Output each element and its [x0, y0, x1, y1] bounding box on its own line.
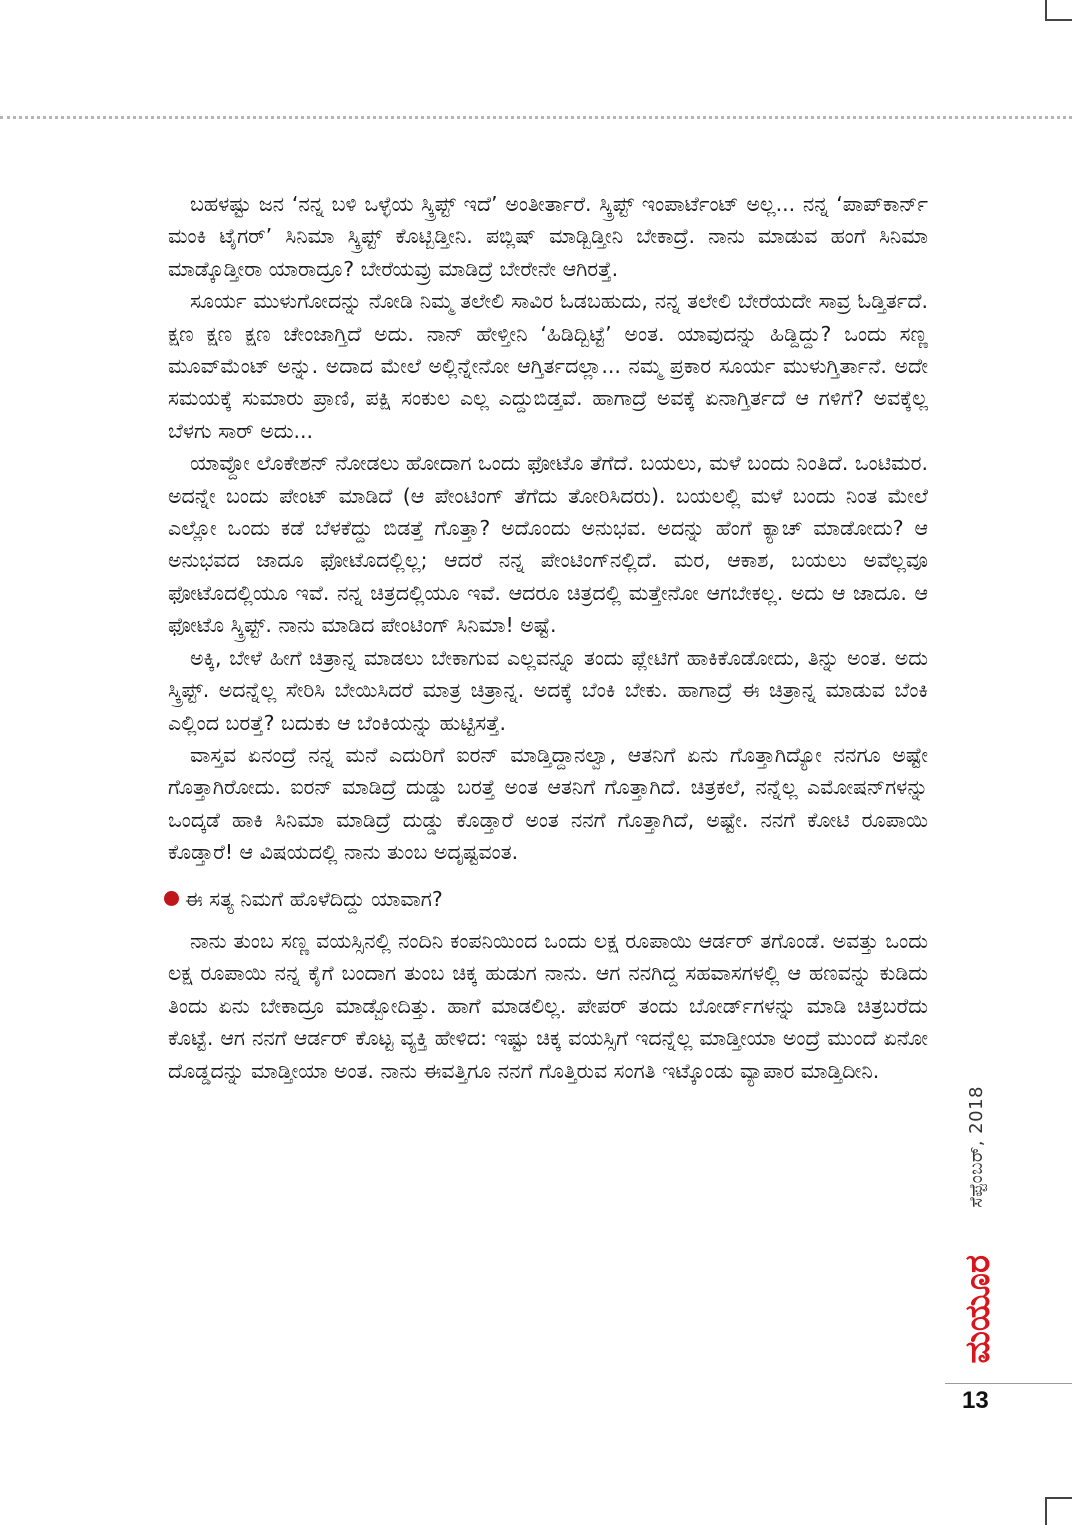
page-number-rule	[945, 1383, 1072, 1384]
question-text: ಈ ಸತ್ಯ ನಿಮಗೆ ಹೊಳೆದಿದ್ದು ಯಾವಾಗ?	[185, 886, 443, 911]
dotted-header-rule	[0, 116, 1072, 119]
page-number: 13	[962, 1387, 989, 1414]
red-bullet-icon	[164, 891, 179, 906]
article-body	[168, 188, 928, 1087]
paragraph: ಸೂರ್ಯ ಮುಳುಗೋದನ್ನು ನೋಡಿ ನಿಮ್ಮ ತಲೇಲಿ ಸಾವಿರ ಓಡಬಹುದು, ನನ್ನ ತಲೇಲಿ ಬೇರೆಯದೇ ಸಾವ್ರ ಓಡ್ತಿರ್ತದೆ. ಕ್ಷಣ ಕ್ಷಣ ಕ್ಷಣ ಚೇಂಜಾಗ್ತಿದೆ ಅದು. ನಾನ್ ಹೇಳ್ತೀನಿ ‘ಹಿಡಿದ್ಬಿಟ್ಟೆ’ ಅಂತ. ಯಾವುದನ್ನು ಹಿಡ್ದಿದ್ದು? ಒಂದು ಸಣ್ಣ ಮೂವ್‌ಮೆಂಟ್ ಅನ್ನು. ಅದಾದ ಮೇಲೆ ಅಲ್ಲಿನ್ನೇನೋ ಆಗ್ತಿರ್ತದಲ್ಲಾ... ನಮ್ಮ ಪ್ರಕಾರ ಸೂರ್ಯ ಮುಳುಗ್ತಿರ್ತಾನೆ. ಅದೇ ಸಮಯಕ್ಕೆ ಸುಮಾರು ಪ್ರಾಣಿ, ಪಕ್ಷಿ ಸಂಕುಲ ಎಲ್ಲ ಎದ್ದುಬಿಡ್ತವೆ. ಹಾಗಾದ್ರೆ ಅವಕ್ಕೆ ಏನಾಗ್ತಿರ್ತದೆ ಆ ಗಳಿಗೆ? ಅವಕ್ಕೆಲ್ಲ ಬೆಳಗು ಸಾರ್ ಅದು...	[168, 289, 928, 443]
answer-paragraph: ನಾನು ತುಂಬ ಸಣ್ಣ ವಯಸ್ಸಿನಲ್ಲಿ ನಂದಿನಿ ಕಂಪನಿಯಿಂದ ಒಂದು ಲಕ್ಷ ರೂಪಾಯಿ ಆರ್ಡರ್ ತಗೊಂಡೆ. ಅವತ್ತು ಒಂದು ಲಕ್ಷ ರೂಪಾಯಿ ನನ್ನ ಕೈಗೆ ಬಂದಾಗ ತುಂಬ ಚಿಕ್ಕ ಹುಡುಗ ನಾನು. ಆಗ ನನಗಿದ್ದ ಸಹವಾಸಗಳಲ್ಲಿ ಆ ಹಣವನ್ನು ಕುಡಿದು ತಿಂದು ಏನು ಬೇಕಾದ್ರೂ ಮಾಡ್ಬೋದಿತ್ತು. ಹಾಗೆ ಮಾಡಲಿಲ್ಲ. ಪೇಪರ್ ತಂದು ಬೋರ್ಡ್‌ಗಳನ್ನು ಮಾಡಿ ಚಿತ್ರಬರೆದು ಕೊಟ್ಟೆ. ಆಗ ನನಗೆ ಆರ್ಡರ್ ಕೊಟ್ಟ ವ್ಯಕ್ತಿ ಹೇಳಿದ: ಇಷ್ಟು ಚಿಕ್ಕ ವಯಸ್ಸಿಗೆ ಇದನ್ನೆಲ್ಲ ಮಾಡ್ತೀಯಾ ಅಂದ್ರೆ ಮುಂದೆ ಏನೋ ದೊಡ್ಡದನ್ನು ಮಾಡ್ತೀಯಾ ಅಂತ. ನಾನು ಈವತ್ತಿಗೂ ನನಗೆ ಗೊತ್ತಿರುವ ಸಂಗತಿ ಇಟ್ಕೊಂಡು ವ್ಯಾಪಾರ ಮಾಡ್ತಿದೀನಿ.	[168, 928, 928, 1083]
paragraph: ಯಾವ್ದೋ ಲೊಕೇಶನ್ ನೋಡಲು ಹೋದಾಗ ಒಂದು ಫೋಟೊ ತೆಗೆದೆ. ಬಯಲು, ಮಳೆ ಬಂದು ನಿಂತಿದೆ. ಒಂಟಿಮರ. ಅದನ್ನೇ ಬಂದು ಪೇಂಟ್ ಮಾಡಿದೆ (ಆ ಪೇಂಟಿಂಗ್ ತೆಗೆದು ತೋರಿಸಿದರು). ಬಯಲಲ್ಲಿ ಮಳೆ ಬಂದು ನಿಂತ ಮೇಲೆ ಎಲ್ಲೋ ಒಂದು ಕಡೆ ಬೆಳಕೆದ್ದು ಬಿಡತ್ತೆ ಗೊತ್ತಾ? ಅದೊಂದು ಅನುಭವ. ಅದನ್ನು ಹೆಂಗೆ ಕ್ಯಾಚ್ ಮಾಡೋದು? ಆ ಅನುಭವದ ಜಾದೂ ಫೋಟೊದಲ್ಲಿಲ್ಲ; ಆದರೆ ನನ್ನ ಪೇಂಟಿಂಗ್‌ನಲ್ಲಿದೆ. ಮರ, ಆಕಾಶ, ಬಯಲು ಅವೆಲ್ಲವೂ ಫೋಟೊದಲ್ಲಿಯೂ ಇವೆ. ನನ್ನ ಚಿತ್ರದಲ್ಲಿಯೂ ಇವೆ. ಆದರೂ ಚಿತ್ರದಲ್ಲಿ ಮತ್ತೇನೋ ಆಗಬೇಕಲ್ಲ. ಅದು ಆ ಜಾದೂ. ಆ ಫೋಟೊ ಸ್ಕ್ರಿಪ್ಟ್. ನಾನು ಮಾಡಿದ ಪೇಂಟಿಂಗ್ ಸಿನಿಮಾ! ಅಷ್ಟೆ.	[168, 451, 928, 638]
crop-mark-bottom-horizontal	[1045, 1497, 1072, 1499]
paragraph: ಅಕ್ಕಿ, ಬೇಳೆ ಹೀಗೆ ಚಿತ್ರಾನ್ನ ಮಾಡಲು ಬೇಕಾಗುವ ಎಲ್ಲವನ್ನೂ ತಂದು ಪ್ಲೇಟಿಗೆ ಹಾಕಿಕೊಡೋದು, ತಿನ್ನು ಅಂತ. ಅದು ಸ್ಕ್ರಿಪ್ಟ್. ಅದನ್ನೆಲ್ಲ ಸೇರಿಸಿ ಬೇಯಿಸಿದರೆ ಮಾತ್ರ ಚಿತ್ರಾನ್ನ. ಅದಕ್ಕೆ ಬೆಂಕಿ ಬೇಕು. ಹಾಗಾದ್ರೆ ಈ ಚಿತ್ರಾನ್ನ ಮಾಡುವ ಬೆಂಕಿ ಎಲ್ಲಿಂದ ಬರತ್ತೆ? ಬದುಕು ಆ ಬೆಂಕಿಯನ್ನು ಹುಟ್ಟಿಸತ್ತೆ.	[168, 645, 928, 735]
crop-mark-top-horizontal	[1045, 19, 1072, 21]
issue-date: ಸೆಪ್ಟೆಂಬರ್, 2018	[966, 1086, 987, 1208]
crop-mark-top-vertical	[1045, 0, 1047, 20]
paragraph: ಬಹಳಷ್ಟು ಜನ ‘ನನ್ನ ಬಳಿ ಒಳ್ಳೆಯ ಸ್ಕ್ರಿಪ್ಟ್ ಇದೆ’ ಅಂತೀರ್ತಾರೆ. ಸ್ಕ್ರಿಪ್ಟ್ ಇಂಪಾರ್ಟೆಂಟ್ ಅಲ್ಲ... ನನ್ನ ‘ಪಾಪ್‌ಕಾರ್ನ್ ಮಂಕಿ ಟೈಗರ್’ ಸಿನಿಮಾ ಸ್ಕ್ರಿಪ್ಟ್ ಕೊಟ್ಬಿಡ್ತೀನಿ. ಪಬ್ಲಿಷ್ ಮಾಡ್ಬಿಡ್ತೀನಿ ಬೇಕಾದ್ರೆ. ನಾನು ಮಾಡುವ ಹಂಗೆ ಸಿನಿಮಾ ಮಾಡ್ಕೊಡ್ತೀರಾ ಯಾರಾದ್ರೂ? ಬೇರೆಯವ್ರು ಮಾಡಿದ್ರೆ ಬೇರೇನೇ ಆಗಿರತ್ತೆ.	[168, 192, 928, 281]
paragraph: ವಾಸ್ತವ ಏನಂದ್ರೆ ನನ್ನ ಮನೆ ಎದುರಿಗೆ ಐರನ್ ಮಾಡ್ತಿದ್ದಾನಲ್ವಾ, ಆತನಿಗೆ ಏನು ಗೊತ್ತಾಗಿದ್ಯೋ ನನಗೂ ಅಷ್ಟೇ ಗೊತ್ತಾಗಿರೋದು. ಐರನ್ ಮಾಡಿದ್ರೆ ದುಡ್ಡು ಬರತ್ತೆ ಅಂತ ಆತನಿಗೆ ಗೊತ್ತಾಗಿದೆ. ಚಿತ್ರಕಲೆ, ನನ್ನೆಲ್ಲ ಎಮೋಷನ್‌ಗಳನ್ನು ಒಂದ್ಕಡೆ ಹಾಕಿ ಸಿನಿಮಾ ಮಾಡಿದ್ರೆ ದುಡ್ಡು ಕೊಡ್ತಾರೆ ಅಂತ ನನಗೆ ಗೊತ್ತಾಗಿದೆ, ಅಷ್ಟೇ. ನನಗೆ ಕೋಟಿ ರೂಪಾಯಿ ಕೊಡ್ತಾರೆ! ಆ ವಿಷಯದಲ್ಲಿ ನಾನು ತುಂಬ ಅದೃಷ್ಟವಂತ.	[168, 742, 928, 865]
magazine-name: ಮಯೂರ	[958, 1254, 998, 1364]
interview-question	[164, 883, 928, 915]
crop-mark-bottom-vertical	[1045, 1497, 1047, 1525]
magazine-logo	[958, 1248, 998, 1370]
